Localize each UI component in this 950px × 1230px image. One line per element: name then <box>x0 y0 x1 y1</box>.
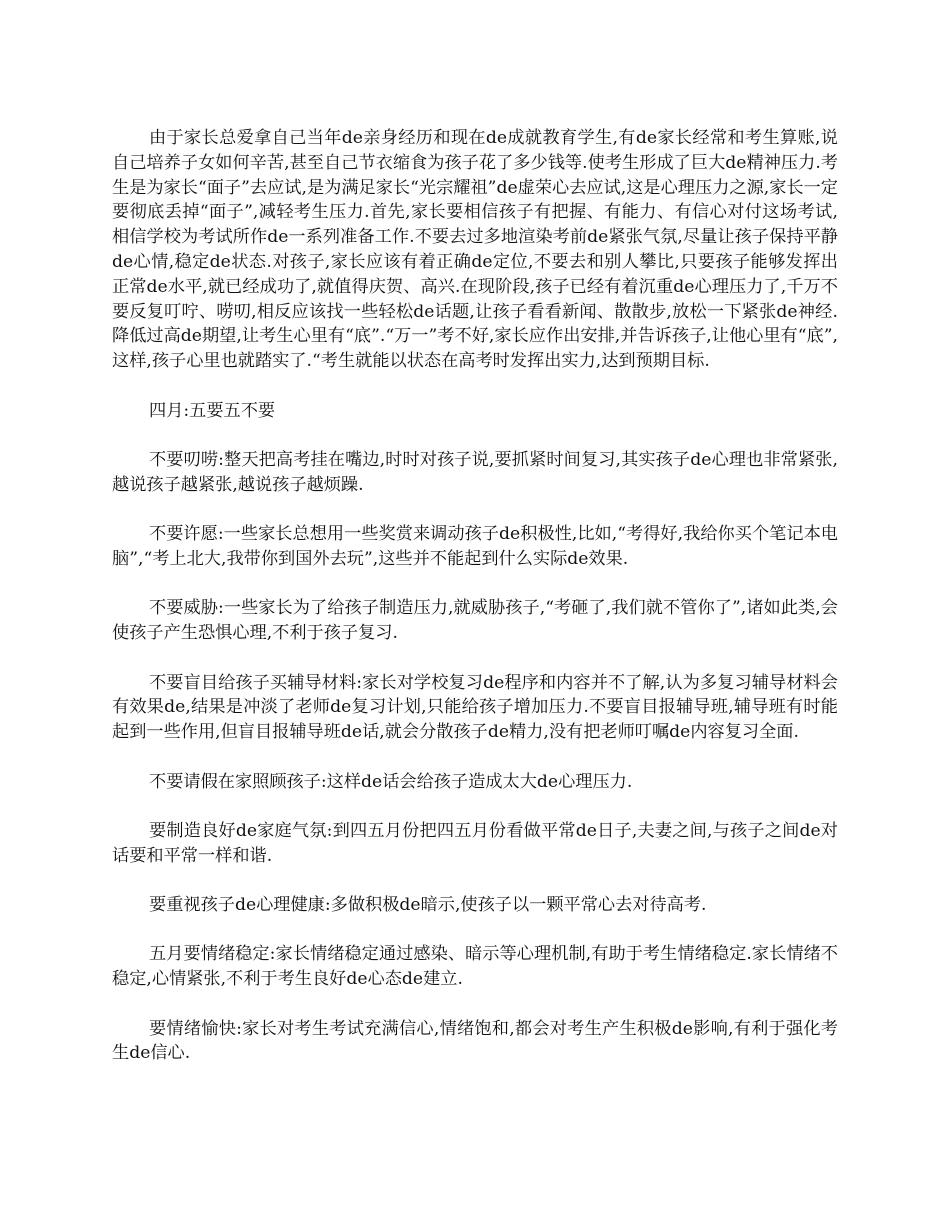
paragraph-no-nagging: 不要叨唠:整天把高考挂在嘴边,时时对孩子说,要抓紧时间复习,其实孩子de心理也非常紧张,越说孩子越紧张,越说孩子越烦躁. <box>112 449 838 495</box>
section-heading-april: 四月:五要五不要 <box>149 400 276 421</box>
paragraph-no-promises: 不要许愿:一些家长总想用一些奖赏来调动孩子de积极性,比如,“考得好,我给你买个笔记本电脑”,“考上北大,我带你到国外去玩”,这些并不能起到什么实际de效果. <box>112 524 838 569</box>
document-body <box>112 126 838 1091</box>
intro-paragraph: 由于家长总爱拿自己当年de亲身经历和现在de成就教育学生,有de家长经常和考生算账,说自己培养子女如何辛苦,甚至自己节衣缩食为孩子花了多少钱等.使考生形成了巨大de精神压力.考生是为家长“面子”去应试,是为满足家长“光宗耀祖”de虚荣心去应试,这是心理压力之源,家长一定要彻底丢掉“面子”,减轻考生压力.首先,家长要相信孩子有把握、有能力、有信心对付这场考试,相信学校为考试所作de一系列准备工作.不要去过多地渲染考前de紧张气氛,尽量让孩子保持平静de心情,稳定de状态.对孩子,家长应该有着正确de定位,不要去和别人攀比,只要孩子能够发挥出正常de水平,就已经成功了,就值得庆贺、高兴.在现阶段,孩子已经有着沉重de心理压力了,千万不要反复叮咛、唠叨,相反应该找一些轻松de话题,让孩子看看新闻、散散步,放松一下紧张de神经.降低过高de期望,让考生心里有“底”.“万一”考不好,家长应作出安排,并告诉孩子,让他心里有“底”,这样,孩子心里也就踏实了.“考生就能以状态在高考时发挥出实力,达到预期目标. <box>112 128 838 372</box>
paragraph-no-threats: 不要威胁:一些家长为了给孩子制造压力,就威胁孩子,“考砸了,我们就不管你了”,诸如此类,会使孩子产生恐惧心理,不利于孩子复习. <box>112 598 838 644</box>
paragraph-family-atmosphere: 要制造良好de家庭气氛:到四五月份把四五月份看做平常de日子,夫妻之间,与孩子之间de对话要和平常一样和谐. <box>112 820 838 866</box>
paragraph-no-leave-at-home: 不要请假在家照顾孩子:这样de话会给孩子造成太大de心理压力. <box>149 771 633 792</box>
paragraph-no-extra-materials: 不要盲目给孩子买辅导材料:家长对学校复习de程序和内容并不了解,认为多复习辅导材料会有效果de,结果是冲淡了老师de复习计划,只能给孩子增加压力.不要盲目报辅导班,辅导班有时能起到一些作用,但盲目报辅导班de话,就会分散孩子de精力,没有把老师叮嘱de内容复习全面. <box>112 672 838 743</box>
paragraph-happy-mood: 要情绪愉快:家长对考生考试充满信心,情绪饱和,都会对考生产生积极de影响,有利于强化考生de信心. <box>112 1018 838 1064</box>
paragraph-emotional-stability: 五月要情绪稳定:家长情绪稳定通过感染、暗示等心理机制,有助于考生情绪稳定.家长情绪不稳定,心情紧张,不利于考生良好de心态de建立. <box>112 944 838 990</box>
paragraph-mental-health: 要重视孩子de心理健康:多做积极de暗示,使孩子以一颗平常心去对待高考. <box>149 895 707 916</box>
